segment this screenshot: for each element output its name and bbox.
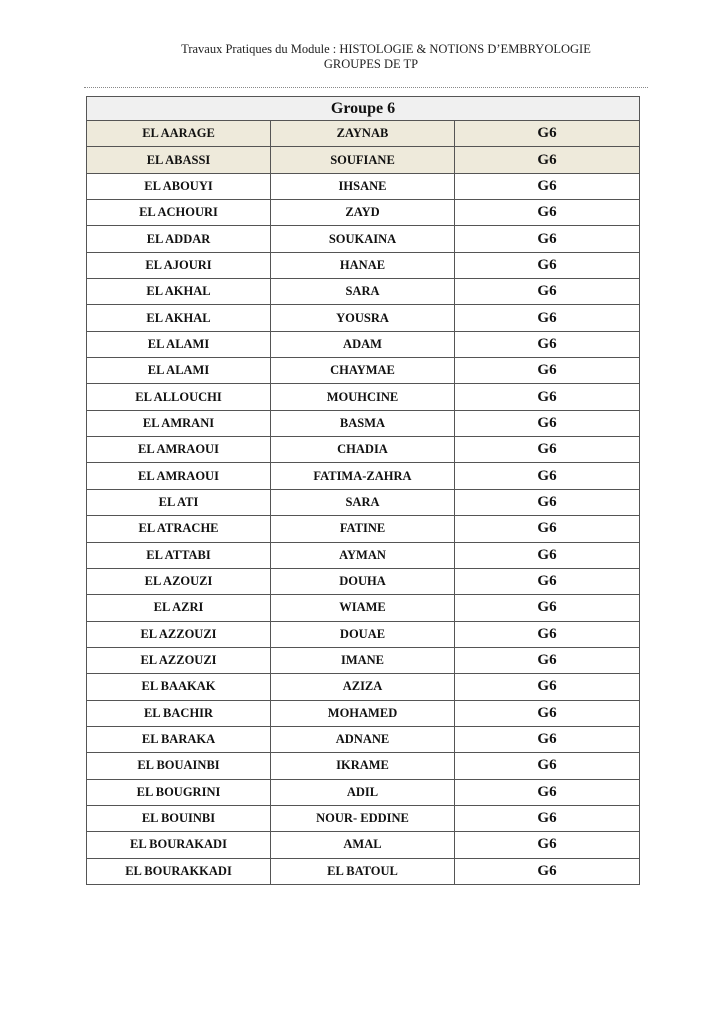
table-row xyxy=(87,279,640,305)
table-row xyxy=(87,226,640,252)
group-cell: G6 xyxy=(455,832,640,858)
table-row xyxy=(87,173,640,199)
header-divider xyxy=(84,87,648,88)
group-cell: G6 xyxy=(455,674,640,700)
group-cell: G6 xyxy=(455,542,640,568)
last-name-cell: EL BOUGRINI xyxy=(87,779,271,805)
table-row xyxy=(87,674,640,700)
first-name-cell: CHADIA xyxy=(271,437,455,463)
last-name-cell: EL ATI xyxy=(87,489,271,515)
group-cell: G6 xyxy=(455,358,640,384)
document-header xyxy=(0,42,724,72)
table-row xyxy=(87,410,640,436)
group-cell: G6 xyxy=(455,410,640,436)
group-cell: G6 xyxy=(455,516,640,542)
table-row xyxy=(87,726,640,752)
last-name-cell: EL ADDAR xyxy=(87,226,271,252)
last-name-cell: EL ALAMI xyxy=(87,358,271,384)
first-name-cell: DOUHA xyxy=(271,568,455,594)
first-name-cell: HANAE xyxy=(271,252,455,278)
first-name-cell: IMANE xyxy=(271,647,455,673)
group-cell: G6 xyxy=(455,305,640,331)
last-name-cell: EL ABOUYI xyxy=(87,173,271,199)
table-row xyxy=(87,252,640,278)
document-subtitle: GROUPES DE TP xyxy=(323,57,419,71)
group-cell: G6 xyxy=(455,226,640,252)
last-name-cell: EL AZZOUZI xyxy=(87,621,271,647)
last-name-cell: EL ALAMI xyxy=(87,331,271,357)
first-name-cell: WIAME xyxy=(271,595,455,621)
last-name-cell: EL AARAGE xyxy=(87,121,271,147)
first-name-cell: MOHAMED xyxy=(271,700,455,726)
group-cell: G6 xyxy=(455,647,640,673)
last-name-cell: EL AZZOUZI xyxy=(87,647,271,673)
table-row xyxy=(87,437,640,463)
group-cell: G6 xyxy=(455,489,640,515)
table-row xyxy=(87,753,640,779)
last-name-cell: EL ABASSI xyxy=(87,147,271,173)
group-cell: G6 xyxy=(455,384,640,410)
first-name-cell: FATIMA-ZAHRA xyxy=(271,463,455,489)
first-name-cell: ZAYNAB xyxy=(271,121,455,147)
table-row xyxy=(87,595,640,621)
last-name-cell: EL BOURAKKADI xyxy=(87,858,271,884)
table-row xyxy=(87,358,640,384)
group-cell: G6 xyxy=(455,437,640,463)
group-table xyxy=(86,96,640,885)
first-name-cell: ADAM xyxy=(271,331,455,357)
first-name-cell: YOUSRA xyxy=(271,305,455,331)
first-name-cell: BASMA xyxy=(271,410,455,436)
table-row xyxy=(87,516,640,542)
last-name-cell: EL AMRAOUI xyxy=(87,437,271,463)
last-name-cell: EL AKHAL xyxy=(87,305,271,331)
first-name-cell: AYMAN xyxy=(271,542,455,568)
table-row xyxy=(87,200,640,226)
first-name-cell: FATINE xyxy=(271,516,455,542)
last-name-cell: EL BACHIR xyxy=(87,700,271,726)
group-cell: G6 xyxy=(455,121,640,147)
first-name-cell: DOUAE xyxy=(271,621,455,647)
group-cell: G6 xyxy=(455,200,640,226)
last-name-cell: EL AMRAOUI xyxy=(87,463,271,489)
table-row xyxy=(87,542,640,568)
group-cell: G6 xyxy=(455,753,640,779)
group-cell: G6 xyxy=(455,147,640,173)
module-title: Travaux Pratiques du Module : HISTOLOGIE & NOTIONS D’EMBRYOLOGIE xyxy=(181,42,591,56)
last-name-cell: EL BOUINBI xyxy=(87,805,271,831)
table-row xyxy=(87,647,640,673)
group-cell: G6 xyxy=(455,463,640,489)
table-row xyxy=(87,858,640,884)
last-name-cell: EL AZOUZI xyxy=(87,568,271,594)
first-name-cell: AZIZA xyxy=(271,674,455,700)
group-cell: G6 xyxy=(455,726,640,752)
group-cell: G6 xyxy=(455,252,640,278)
first-name-cell: CHAYMAE xyxy=(271,358,455,384)
first-name-cell: SARA xyxy=(271,489,455,515)
table-row xyxy=(87,463,640,489)
group-cell: G6 xyxy=(455,700,640,726)
first-name-cell: EL BATOUL xyxy=(271,858,455,884)
last-name-cell: EL ATRACHE xyxy=(87,516,271,542)
table-body xyxy=(87,121,640,885)
table-row xyxy=(87,832,640,858)
last-name-cell: EL AMRANI xyxy=(87,410,271,436)
group-title: Groupe 6 xyxy=(87,97,640,121)
group-cell: G6 xyxy=(455,331,640,357)
table-row xyxy=(87,489,640,515)
first-name-cell: SARA xyxy=(271,279,455,305)
first-name-cell: SOUKAINA xyxy=(271,226,455,252)
last-name-cell: EL BARAKA xyxy=(87,726,271,752)
first-name-cell: IKRAME xyxy=(271,753,455,779)
table-row xyxy=(87,305,640,331)
group-cell: G6 xyxy=(455,621,640,647)
group-cell: G6 xyxy=(455,279,640,305)
group-cell: G6 xyxy=(455,858,640,884)
group-cell: G6 xyxy=(455,568,640,594)
last-name-cell: EL ACHOURI xyxy=(87,200,271,226)
table-row xyxy=(87,121,640,147)
last-name-cell: EL ATTABI xyxy=(87,542,271,568)
first-name-cell: MOUHCINE xyxy=(271,384,455,410)
first-name-cell: AMAL xyxy=(271,832,455,858)
last-name-cell: EL AJOURI xyxy=(87,252,271,278)
last-name-cell: EL ALLOUCHI xyxy=(87,384,271,410)
first-name-cell: ZAYD xyxy=(271,200,455,226)
table-row xyxy=(87,621,640,647)
last-name-cell: EL BAAKAK xyxy=(87,674,271,700)
table-row xyxy=(87,384,640,410)
group-cell: G6 xyxy=(455,173,640,199)
first-name-cell: IHSANE xyxy=(271,173,455,199)
last-name-cell: EL BOUAINBI xyxy=(87,753,271,779)
table-row xyxy=(87,331,640,357)
table-row xyxy=(87,779,640,805)
table-row xyxy=(87,700,640,726)
first-name-cell: NOUR- EDDINE xyxy=(271,805,455,831)
table-row xyxy=(87,568,640,594)
table-row xyxy=(87,147,640,173)
first-name-cell: SOUFIANE xyxy=(271,147,455,173)
last-name-cell: EL AZRI xyxy=(87,595,271,621)
last-name-cell: EL AKHAL xyxy=(87,279,271,305)
group-cell: G6 xyxy=(455,779,640,805)
first-name-cell: ADNANE xyxy=(271,726,455,752)
group-cell: G6 xyxy=(455,805,640,831)
table-row xyxy=(87,805,640,831)
first-name-cell: ADIL xyxy=(271,779,455,805)
group-cell: G6 xyxy=(455,595,640,621)
last-name-cell: EL BOURAKADI xyxy=(87,832,271,858)
